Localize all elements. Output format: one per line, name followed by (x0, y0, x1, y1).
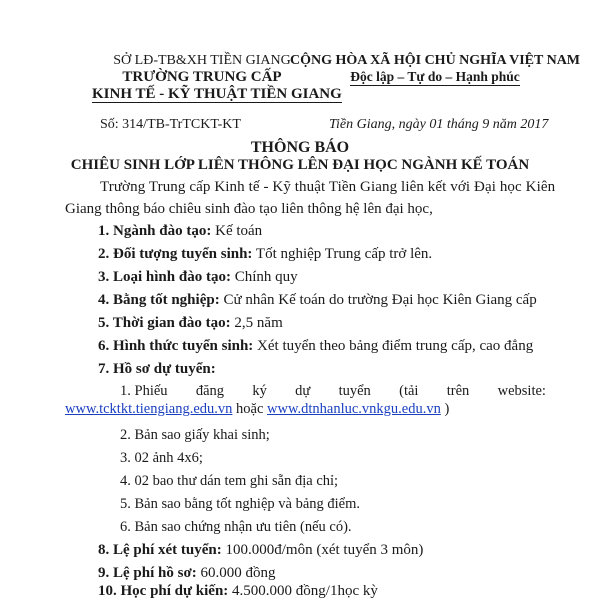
department-name: SỞ LĐ-TB&XH TIỀN GIANG (113, 53, 291, 68)
item-label: 1. Ngành đào tạo: (98, 223, 212, 239)
list-item (98, 269, 298, 286)
dossier-item-1-continued (65, 401, 449, 418)
issuer-block (92, 52, 342, 103)
word: trên (446, 383, 470, 399)
national-motto: Độc lập – Tự do – Hạnh phúc (350, 69, 520, 84)
item-value: 4.500.000 đồng/1học kỳ (228, 583, 378, 599)
list-item (98, 223, 262, 240)
dossier-item: 5. Bản sao bằng tốt nghiệp và bảng điểm. (120, 496, 361, 512)
word: 1. Phiếu (120, 383, 168, 399)
list-item (98, 315, 283, 332)
school-name-line1: TRƯỜNG TRUNG CẤP (122, 69, 282, 85)
closing-paren: ) (440, 401, 450, 417)
word: ký (252, 383, 267, 399)
school-name-line2: KINH TẾ - KỸ THUẬT TIỀN GIANG (92, 86, 342, 102)
intro-line-2: Giang thông báo chiêu sinh đào tạo liên thông hệ lên đại học, (65, 201, 433, 217)
item-value: Tốt nghiệp Trung cấp trở lên. (252, 246, 433, 262)
national-motto-block (290, 52, 580, 86)
country-name: CỘNG HÒA XÃ HỘI CHỦ NGHĨA VIỆT NAM (290, 53, 581, 68)
website-link-1[interactable]: www.tcktkt.tiengiang.edu.vn (65, 401, 233, 417)
dossier-item-1 (120, 383, 546, 400)
notice-title: THÔNG BÁO (250, 139, 350, 156)
list-item (98, 292, 537, 309)
dossier-item: 3. 02 ảnh 4x6; (120, 450, 203, 466)
list-item (98, 565, 276, 582)
dossier-item: 6. Bản sao chứng nhận ưu tiên (nếu có). (120, 519, 352, 535)
item-label: 9. Lệ phí hồ sơ: (98, 565, 197, 581)
item-value: 2,5 năm (230, 315, 283, 331)
item-label: 5. Thời gian đào tạo: (98, 315, 231, 331)
intro-line-1: Trường Trung cấp Kinh tế - Kỹ thuật Tiền Giang liên kết với Đại học Kiên (100, 179, 556, 195)
word: website: (497, 383, 546, 399)
list-item (98, 542, 423, 559)
word: dự (295, 383, 311, 399)
list-item (98, 338, 533, 355)
item-label: 3. Loại hình đào tạo: (98, 269, 231, 285)
item-value: 60.000 đồng (196, 565, 276, 581)
item-label: 2. Đối tượng tuyển sinh: (98, 246, 253, 262)
item-value: Chính quy (230, 269, 298, 285)
dossier-item: 4. 02 bao thư dán tem ghi sẵn địa chỉ; (120, 473, 339, 489)
list-item (98, 583, 378, 600)
item-value: Cử nhân Kế toán do trường Đại học Kiên Giang cấp (219, 292, 537, 308)
website-link-2[interactable]: www.dtnhanluc.vnkgu.edu.vn (267, 401, 441, 417)
item-label: 8. Lệ phí xét tuyển: (98, 542, 222, 558)
connector-text: hoặc (232, 401, 268, 417)
notice-subtitle: CHIÊU SINH LỚP LIÊN THÔNG LÊN ĐẠI HỌC NGÀNH KẾ TOÁN (70, 157, 530, 173)
dossier-item: 2. Bản sao giấy khai sinh; (120, 427, 270, 443)
document-number: Số: 314/TB-TrTCKT-KT (100, 117, 241, 132)
item-label: 4. Bằng tốt nghiệp: (98, 292, 220, 308)
word: (tải (399, 383, 419, 399)
item-value: 100.000đ/môn (xét tuyển 3 môn) (221, 542, 424, 558)
word: đăng (195, 383, 225, 399)
item-label: 10. Học phí dự kiến: (98, 583, 229, 599)
word: tuyển (338, 383, 371, 399)
date-line: Tiền Giang, ngày 01 tháng 9 năm 2017 (329, 117, 549, 132)
item-label: 7. Hồ sơ dự tuyển: (98, 361, 216, 377)
item-value: Kế toán (211, 223, 263, 239)
item-label: 6. Hình thức tuyển sinh: (98, 338, 254, 354)
list-item (98, 246, 432, 263)
item-value: Xét tuyển theo bảng điểm trung cấp, cao đẳng (253, 338, 534, 354)
list-item (98, 361, 216, 378)
